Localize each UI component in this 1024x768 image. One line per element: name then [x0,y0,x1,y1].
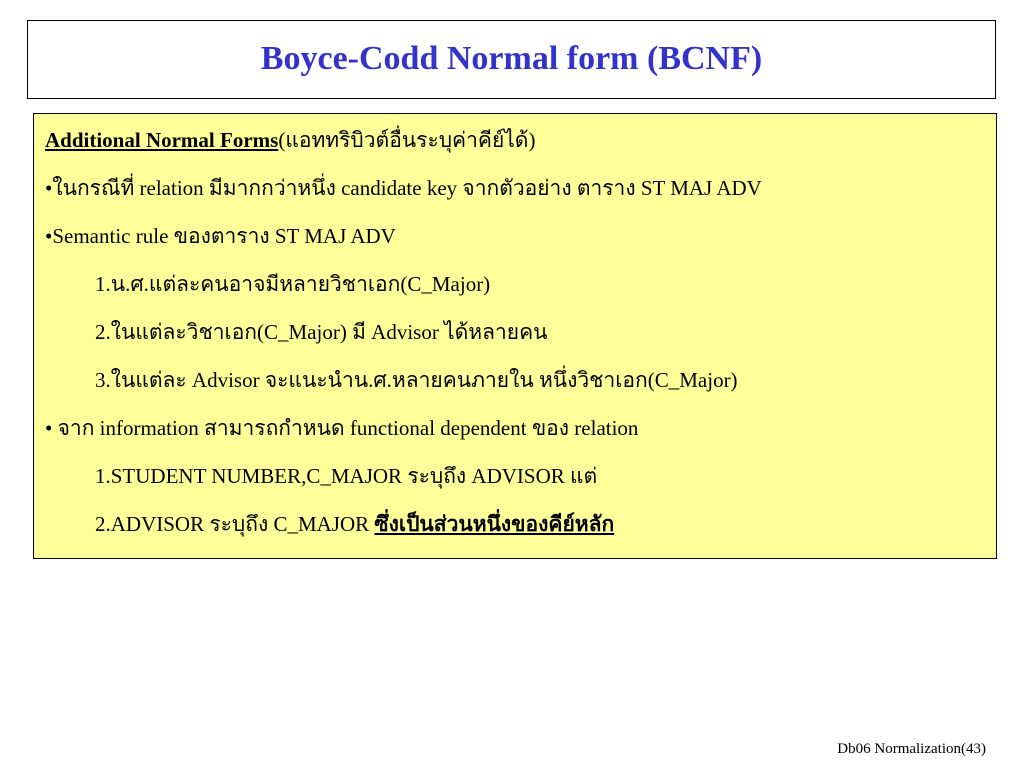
heading-line [45,128,996,176]
fd-item-2-emphasis: ซึ่งเป็นส่วนหนึ่งของคีย์หลัก [374,512,615,536]
fd-item-1: 1.STUDENT NUMBER,C_MAJOR ระบุถึง ADVISOR แต่ [95,464,598,488]
bullet-semantic-rule: •Semantic rule ของตาราง ST MAJ ADV [45,224,396,248]
rule-item-3: 3.ในแต่ละ Advisor จะแนะนำน.ศ.หลายคนภายใน หนึ่งวิชาเอก(C_Major) [95,368,738,392]
rule-item-2: 2.ในแต่ละวิชาเอก(C_Major) มี Advisor ได้หลายคน [95,320,548,344]
bullet-candidate-key: •ในกรณีที่ relation มีมากกว่าหนึ่ง candidate key จากตัวอย่าง ตาราง ST MAJ ADV [45,176,762,200]
heading-bold: Additional Normal Forms [45,128,279,152]
slide-footer: Db06 Normalization(43) [837,741,986,757]
rule-item-1: 1.น.ศ.แต่ละคนอาจมีหลายวิชาเอก(C_Major) [95,272,491,296]
slide-title: Boyce-Codd Normal form (BCNF) [260,39,763,77]
title-box [27,20,996,99]
fd-item-2-plain: 2.ADVISOR ระบุถึง C_MAJOR [95,512,375,536]
fd-item-2 [45,512,996,560]
bullet-information: • จาก information สามารถกำหนด functional dependent ของ relation [45,416,639,440]
content-box [33,113,997,559]
heading-rest: (แอททริบิวต์อื่นระบุค่าคีย์ได้) [278,128,536,152]
